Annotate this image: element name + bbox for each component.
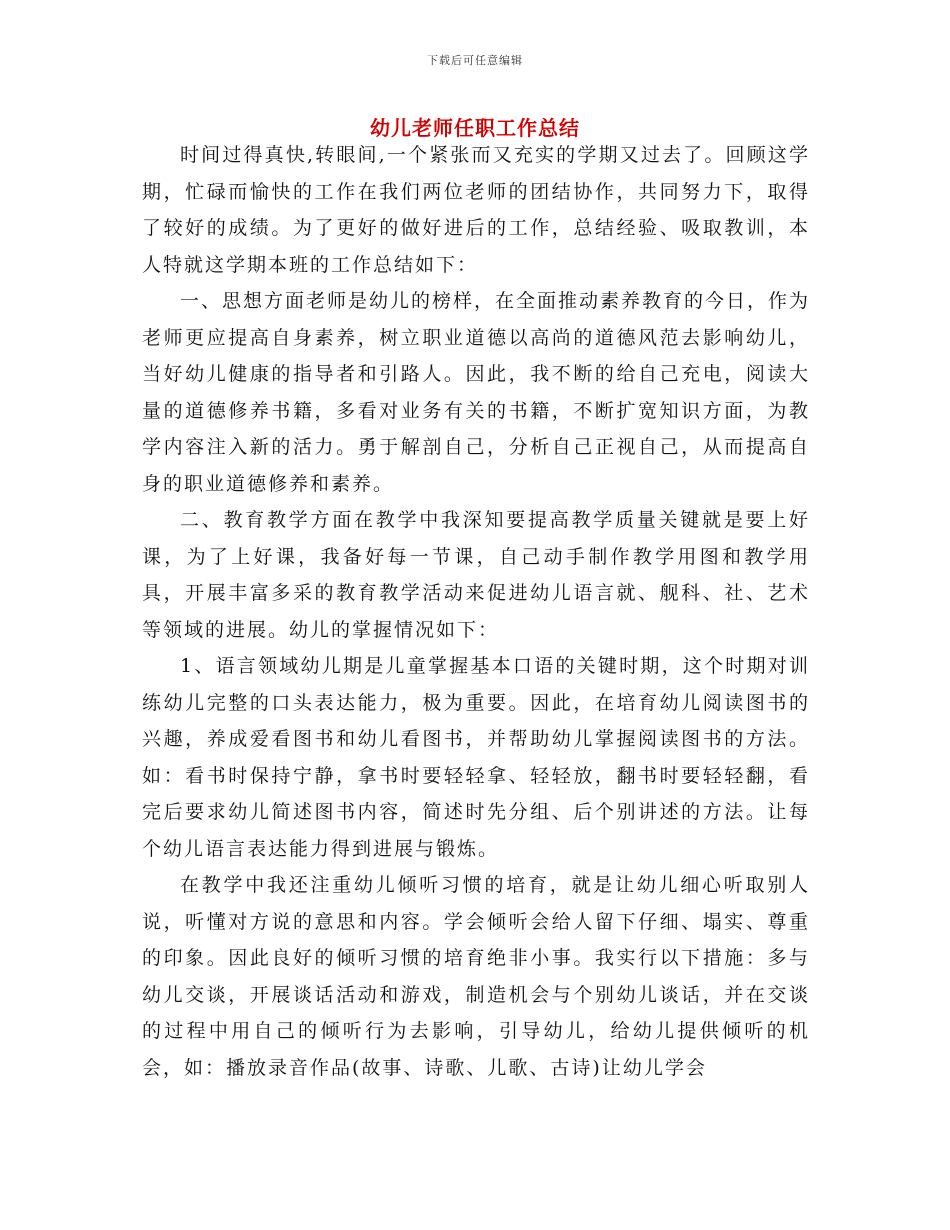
- paragraph-thought: 一、思想方面老师是幼儿的榜样，在全面推动素养教育的今日，作为老师更应提高自身素养，树立职业道德以高尚的道德风范去影响幼儿，当好幼儿健康的指导者和引路人。因此，我不断的给自己充电，阅读大量的道德修养书籍，多看对业务有关的书籍，不断扩宽知识方面，为教学内容注入新的活力。勇于解剖自己，分析自己正视自己，从而提高自身的职业道德修养和素养。: [142, 290, 811, 495]
- paragraph-language: 1、语言领域幼儿期是儿童掌握基本口语的关键时期，这个时期对训练幼儿完整的口头表达能力，极为重要。因此，在培育幼儿阅读图书的兴趣，养成爱看图书和幼儿看图书，并帮助幼儿掌握阅读图书的方法。如：看书时保持宁静，拿书时要轻轻拿、轻轻放，翻书时要轻轻翻，看完后要求幼儿简述图书内容，简述时先分组、后个别讲述的方法。让每个幼儿语言表达能力得到进展与锻炼。: [142, 655, 810, 860]
- paragraph-listening: 在教学中我还注重幼儿倾听习惯的培育，就是让幼儿细心听取别人说，听懂对方说的意思和内容。学会倾听会给人留下仔细、塌实、尊重的印象。因此良好的倾听习惯的培育绝非小事。我实行以下措施：多与幼儿交谈，开展谈话活动和游戏，制造机会与个别幼儿谈话，并在交谈的过程中用自己的倾听行为去影响，引导幼儿，给幼儿提供倾听的机会，如：播放录音作品(故事、诗歌、儿歌、古诗)让幼儿学会: [142, 874, 810, 1079]
- paragraph-teaching: 二、教育教学方面在教学中我深知要提高教学质量关键就是要上好课，为了上好课，我备好每一节课，自己动手制作教学用图和教学用具，开展丰富多采的教育教学活动来促进幼儿语言就、舰科、社、艺术等领域的进展。幼儿的掌握情况如下：: [142, 509, 810, 641]
- document-body: [142, 137, 810, 1086]
- document-title: 幼儿老师任职工作总结: [370, 116, 580, 140]
- paragraph-intro: 时间过得真快,转眼间,一个紧张而又充实的学期又过去了。回顾这学期，忙碌而愉快的工作在我们两位老师的团结协作，共同努力下，取得了较好的成绩。为了更好的做好进后的工作，总结经验、吸取教训，本人特就这学期本班的工作总结如下：: [142, 144, 810, 276]
- header-note: 下载后可任意编辑: [427, 54, 523, 67]
